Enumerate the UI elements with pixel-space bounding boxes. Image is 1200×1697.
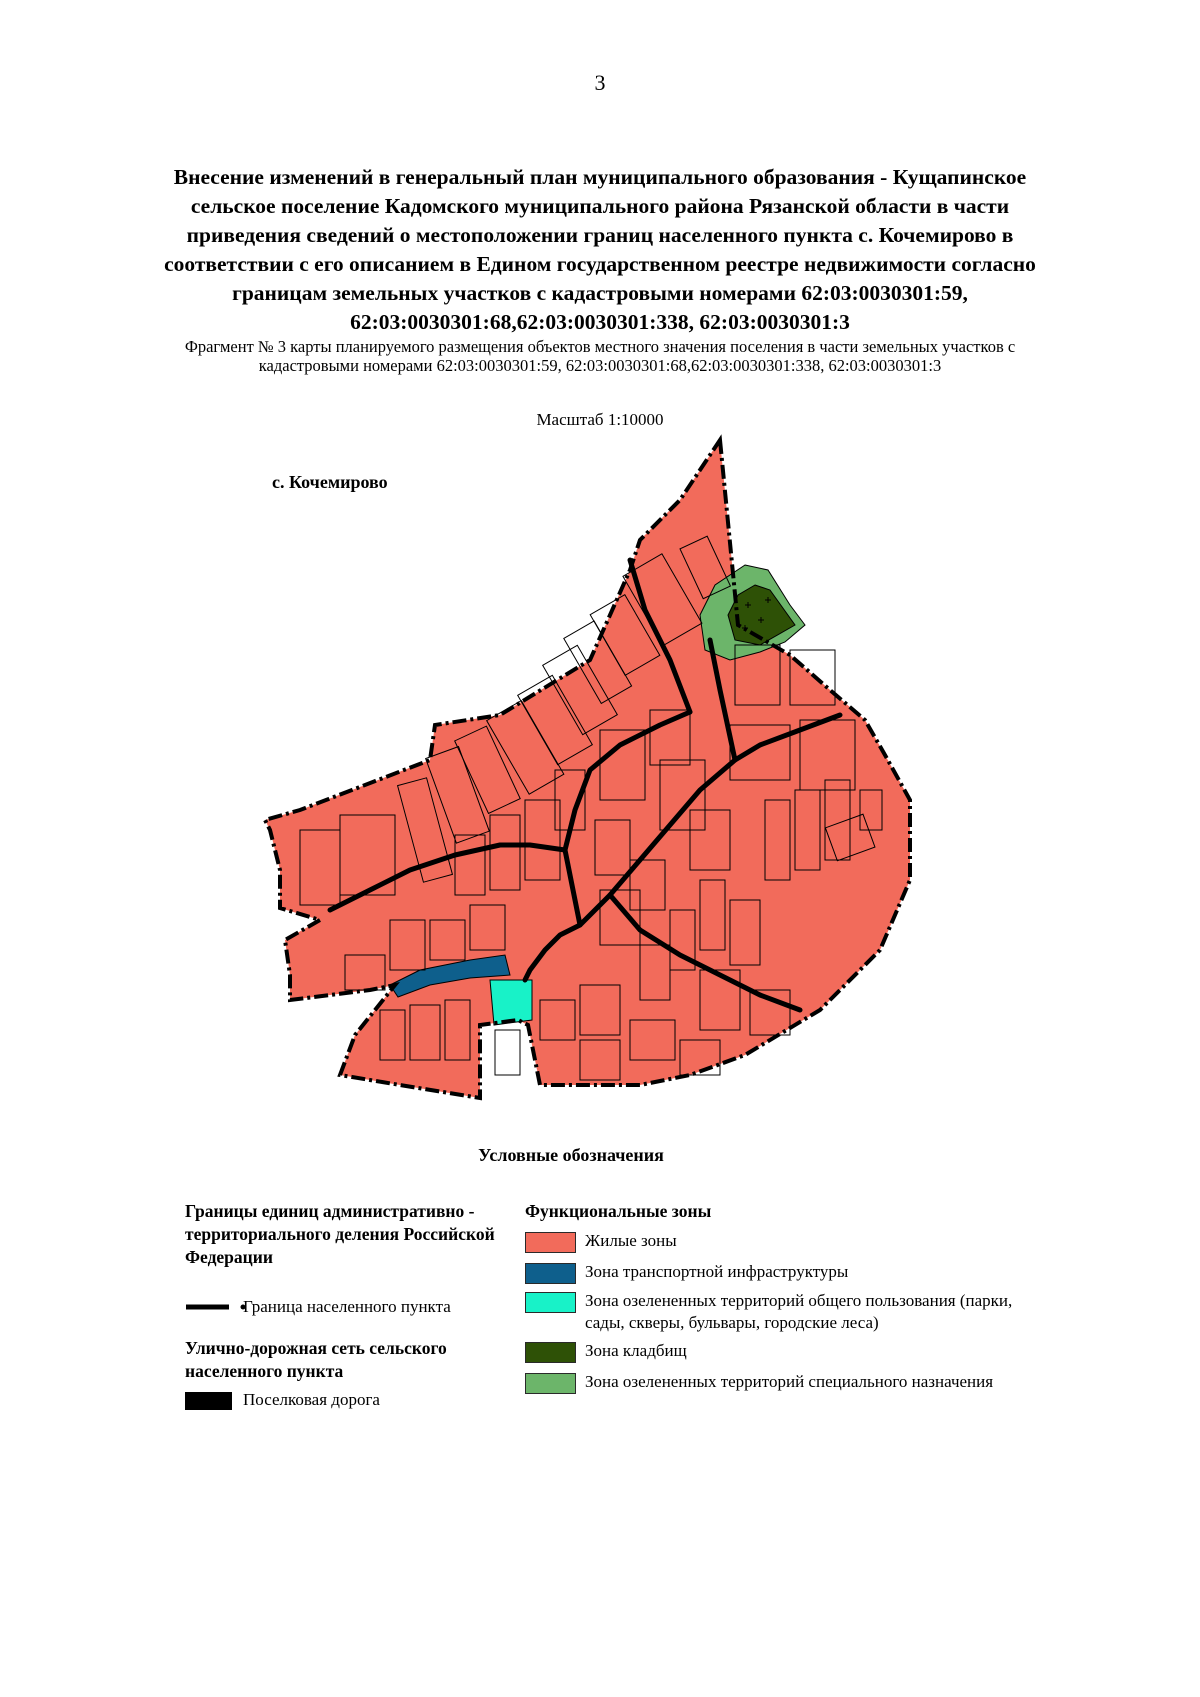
legend-swatch-cemetery [525,1342,576,1363]
legend-title: Условные обозначения [478,1145,664,1165]
village-label: с. Кочемирово [272,472,388,492]
legend-road-swatch [185,1392,232,1410]
map-fragment-caption: Фрагмент № 3 карты планируемого размещения объектов местного значения поселения в части земельных участков с кадастровыми номерами 62:03:0030301:59, 62:03:0030301:68,62:03:0030301:338, 62:03:0030301:3 [184,337,1016,375]
residential-zone [265,440,910,1098]
legend-swatch-special-green [525,1373,576,1394]
legend-admin-heading: Границы единиц административно - территориального деления Российской Федерации [185,1201,495,1267]
legend-zones-heading: Функциональные зоны [525,1201,712,1221]
page-number: 3 [594,70,606,95]
legend-swatch-transport [525,1263,576,1284]
document-title: Внесение изменений в генеральный план муниципального образования - Кущапинское сельское поселение Кадомского муниципального района Рязанской области в части приведения сведений о местоположении границ населенного пункта с. Кочемирово в соответствии с его описанием в Едином государственном реестре недвижимости согласно границам земельных участков с кадастровыми номерами 62:03:0030301:59, 62:03:0030301:68,62:03:0030301:338, 62:03:0030301:3 [164,165,1036,334]
legend-label-special-green: Зона озелененных территорий специального назначения [585,1372,994,1391]
legend-label-transport: Зона транспортной инфраструктуры [585,1262,849,1281]
legend-road-label: Поселковая дорога [243,1390,380,1409]
map-scale: Масштаб 1:10000 [536,410,664,429]
legend-road-heading: Улично-дорожная сеть сельского населенного пункта [185,1338,447,1381]
legend-label-residential: Жилые зоны [585,1231,677,1250]
legend-label-cemetery: Зона кладбищ [585,1341,687,1360]
legend-boundary-label: Граница населенного пункта [243,1297,451,1316]
legend-swatch-residential [525,1232,576,1253]
legend-label-public-green: Зона озелененных территорий общего пользования (парки, сады, скверы, бульвары, городские леса) [585,1291,1013,1332]
public-green-zone [490,980,532,1025]
legend-swatch-public-green [525,1292,576,1313]
